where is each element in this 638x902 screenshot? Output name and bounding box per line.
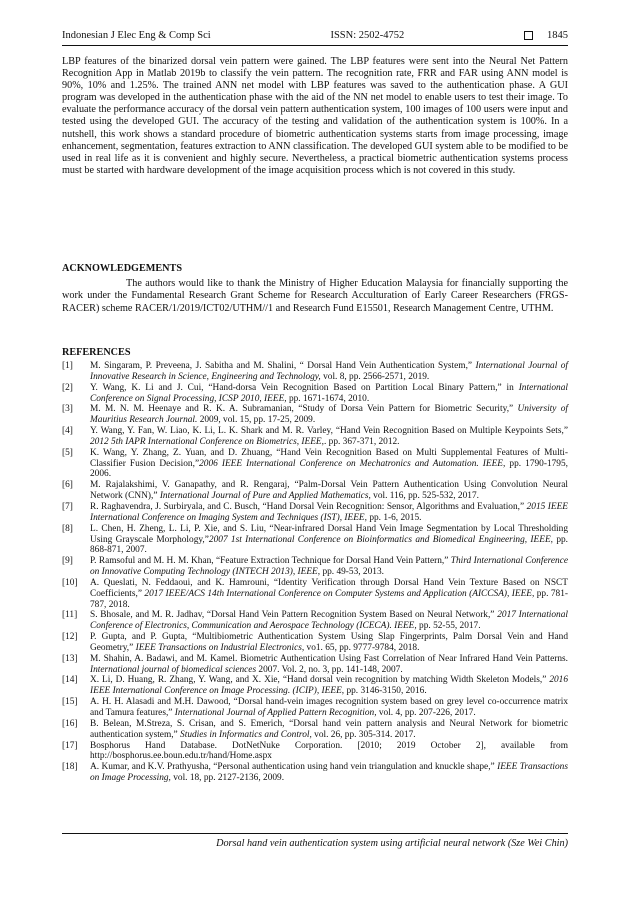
reference-details: 2007. Vol. 2, no. 3, pp. 141-148, 2007. (256, 664, 403, 675)
reference-details: pp. 1-6, 2015. (366, 512, 422, 523)
running-footer: Dorsal hand vein authentication system using artificial neural network (Sze Wei Chin) (216, 838, 568, 849)
reference-venue: 2007 1st International Conference on Bioinformatics and Biomedical Engineering, IEEE, (208, 534, 553, 545)
reference-item (62, 556, 568, 578)
reference-item (62, 383, 568, 405)
reference-text (90, 741, 568, 763)
reference-item (62, 502, 568, 524)
reference-item (62, 426, 568, 448)
reference-details: vo1. 65, pp. 9777-9784, 2018. (304, 642, 420, 653)
reference-item (62, 404, 568, 426)
reference-authors-title: S. Bhosale, and M. R. Jadhav, “Dorsal Hand Vein Pattern Recognition System Based on Neural Network,” (90, 610, 498, 621)
reference-authors-title: A. Queslati, N. Feddaoui, and K. Hamrouni, “Identity Verification through Dorsal Hand Vein Texture Based on NSCT Coefficients,” (90, 577, 568, 599)
reference-number: [11] (62, 610, 78, 621)
acknowledgements-text: The authors would like to thank the Ministry of Higher Education Malaysia for financially supporting the work under the Fundamental Research Grant Scheme for Research Acculturation of Early Career Researchers (FRGS-RACER) scheme RACER/1/2019/ICT02/UTHM//1 and Research Fund E15501, Research Management Centre, UTHM. (62, 278, 568, 314)
reference-number: [3] (62, 404, 73, 415)
reference-item (62, 741, 568, 763)
reference-item (62, 762, 568, 784)
reference-number: [7] (62, 501, 73, 512)
reference-number: [9] (62, 556, 73, 567)
issn: ISSN: 2502-4752 (330, 29, 405, 41)
reference-text (90, 361, 568, 383)
reference-authors-title: M. Shahin, A. Badawi, and M. Kamel. Biometric Authentication Using Fast Correlation of Near Infrared Hand Vein Patterns. (90, 653, 568, 664)
reference-text (90, 610, 568, 632)
reference-number: [8] (62, 523, 73, 534)
reference-venue: Studies in Informatics and Control, (180, 729, 312, 740)
reference-details: vol. 8, pp. 2566-2571, 2019. (320, 371, 430, 382)
conclusion-paragraph: LBP features of the binarized dorsal vein pattern were gained. The LBP features were sent into the Neural Net Pattern Recognition App in Matlab 2019b to classify the vein pattern. The recognition rate, FRR and FAR using ANN model is 90%, 10% and 1.25%. The trained ANN net model with LBP features was saved to the authentication phase. A GUI program was developed in the authentication phase with the aid of the NN net model to enable users to test their image. To evaluate the performance accuracy of the dorsal vein pattern authentication system, 100 images of 100 users were input and tested using the developed GUI. The accuracy of the testing and validation of the authentication system is 100%. In a nutshell, this work shows a standard procedure of biometric authentication systems starts from image processing, image enhancement, segmentation, features extraction to ANN classification. The developed GUI system able to be modified to be used in real life as it is convenient and highly secure. Nevertheless, a practical biometric authentication systems process must be started with hardware development of the image acquisition process which is not covered in this study. (62, 56, 568, 176)
reference-authors-title: P. Gupta, and P. Gupta, “Multibiometric Authentication System Using Slap Fingerprints, Palm Dorsal Vein and Hand Geometry,” (90, 632, 568, 653)
reference-details: pp. 52-55, 2017. (416, 621, 481, 632)
reference-number: [14] (62, 675, 78, 686)
reference-text (90, 762, 568, 784)
reference-venue: International journal of biomedical sciences (90, 664, 257, 675)
reference-details: pp. 868-871, 2007. (90, 534, 569, 556)
reference-authors-title: M. Singaram, P. Preveena, J. Sabitha and M. Shalini, “ Dorsal Hand Vein Authentication System,” (90, 361, 476, 371)
reference-authors-title: L. Chen, H. Zheng, L. Li, P. Xie, and S. Liu, “Near-infrared Dorsal Hand Vein Image Segmentation by Local Thresholding Using Grayscale Morphology,” (90, 523, 568, 545)
header-rule (62, 45, 568, 46)
reference-number: [6] (62, 480, 73, 491)
reference-list (62, 361, 568, 784)
reference-details: pp. 1671-1674, 2010. (286, 393, 370, 404)
reference-number: [17] (62, 740, 78, 751)
reference-details: . pp. 367-371, 2012. (323, 436, 400, 447)
reference-item (62, 610, 568, 632)
reference-authors-title: Bosphorus Hand Database. DotNetNuke Corporation. [2010; 2019 October 2], available from http://bosphorus.ee.boun.edu.tr/hand/Home.aspx (90, 740, 568, 762)
reference-item (62, 719, 568, 741)
references-heading: REFERENCES (62, 347, 131, 358)
reference-item (62, 654, 568, 676)
reference-number: [12] (62, 632, 78, 643)
reference-text (90, 632, 568, 654)
reference-authors-title: Y. Wang, Y. Fan, W. Liao, K. Li, L. K. Shark and M. R. Varley, “Hand Vein Recognition Based on Multiple Keypoints Sets,” (90, 426, 568, 437)
footer-rule (62, 833, 568, 834)
reference-number: [2] (62, 382, 73, 393)
reference-item (62, 524, 568, 557)
reference-authors-title: R. Raghavendra, J. Surbiryala, and C. Busch, “Hand Dorsal Vein Recognition: Sensor, Algorithms and Evaluation,” (90, 501, 527, 512)
reference-number: [4] (62, 426, 73, 437)
reference-details: vol. 4, pp. 207-226, 2017. (376, 708, 476, 718)
reference-details: vol. 116, pp. 525-532, 2017. (370, 491, 479, 502)
reference-text (90, 480, 568, 502)
reference-authors-title: B. Belean, M.Streza, S. Crisan, and S. Emerich, “Dorsal hand vein pattern analysis and Neural Network for biometric authentication system,” (90, 718, 568, 740)
reference-number: [5] (62, 447, 73, 458)
reference-authors-title: M. Rajalakshimi, V. Ganapathy, and R. Rengaraj, “Palm-Dorsal Vein Pattern Authentication Using Convolution Neural Network (CNN),” (90, 480, 568, 502)
reference-venue: IEEE Transactions on Image Processing, (90, 762, 568, 784)
reference-venue: 2012 5th IAPR International Conference on Biometrics, IEEE, (90, 436, 324, 447)
reference-details: 2009, vol. 15, pp. 17-25, 2009. (197, 415, 316, 426)
reference-details: pp. 49-53, 2013. (320, 567, 384, 578)
reference-number: [1] (62, 361, 73, 371)
reference-text (90, 697, 568, 719)
reference-item (62, 480, 568, 502)
reference-item (62, 448, 568, 481)
reference-item (62, 361, 568, 383)
reference-details: pp. 1790-1795, 2006. (90, 458, 568, 480)
reference-venue: 2017 IEEE/ACS 14th International Conference on Computer Systems and Application (AICCSA), IEEE, (144, 588, 535, 599)
reference-details: vol. 26, pp. 305-314. 2017. (311, 729, 416, 740)
reference-number: [13] (62, 653, 78, 664)
reference-venue: 2006 IEEE International Conference on Mechatronics and Automation. IEEE, (199, 458, 506, 469)
reference-venue: Third International Conference on Innovative Computing Technology (INTECH 2013), IEEE, (90, 556, 569, 578)
reference-authors-title: A. Kumar, and K.V. Prathyusha, “Personal authentication using hand vein triangulation and knuckle shape,” (90, 762, 498, 773)
reference-number: [10] (62, 577, 78, 588)
reference-authors-title: K. Wang, Y. Zhang, Z. Yuan, and D. Zhuang, “Hand Vein Recognition Based on Multi Supplemental Features of Multi-Classifier Fusion Decision,” (90, 447, 568, 469)
reference-venue: 2015 IEEE International Conference on Imaging System and Techniques (IST), IEEE, (90, 501, 568, 523)
reference-text (90, 675, 568, 697)
reference-number: [18] (62, 762, 78, 773)
reference-authors-title: P. Ramsoful and M. H. M. Khan, “Feature Extraction Technique for Dorsal Hand Vein Pattern,” (90, 556, 451, 567)
reference-details: pp. 3146-3150, 2016. (344, 686, 427, 697)
reference-item (62, 578, 568, 611)
acknowledgements-heading: ACKNOWLEDGEMENTS (62, 263, 183, 274)
reference-item (62, 632, 568, 654)
reference-authors-title: X. Li, D. Huang, R. Zhang, Y. Wang, and X. Xie, “Hand dorsal vein recognition by matching Width Skeleton Models,” (90, 675, 550, 686)
reference-text (90, 556, 568, 578)
running-header (62, 28, 568, 42)
square-box-icon (524, 31, 533, 40)
reference-text (90, 719, 568, 741)
reference-details: pp. 781-787, 2018. (90, 588, 568, 610)
reference-text (90, 524, 568, 557)
reference-authors-title: A. H. H. Alasadi and M.H. Dawood, “Dorsal hand-vein images recognition system based on grey level co-occurrence matrix and Tamura features,” (90, 697, 568, 718)
reference-venue: 2016 IEEE International Conference on Image Processing. (ICIP), IEEE, (90, 675, 568, 697)
reference-venue: International Conference on Signal Processing, ICSP 2010, IEEE, (90, 382, 568, 404)
journal-name: Indonesian J Elec Eng & Comp Sci (62, 29, 211, 41)
reference-text (90, 578, 568, 611)
reference-authors-title: Y. Wang, K. Li and J. Cui, “Hand-dorsa Vein Recognition Based on Partition Local Binary Pattern,” in (90, 382, 519, 393)
reference-text (90, 654, 568, 676)
reference-venue: IEEE Transactions on Industrial Electronics, (135, 642, 305, 653)
reference-authors-title: M. M. N. M. Heenaye and R. K. A. Subramanian, “Study of Dorsa Vein Pattern for Biometric Security,” (90, 404, 518, 415)
reference-venue: International Journal of Applied Pattern Recognition, (174, 708, 377, 718)
page-number-group (524, 30, 568, 41)
reference-details: vol. 18, pp. 2127-2136, 2009. (170, 773, 285, 784)
reference-text (90, 448, 568, 481)
reference-item (62, 697, 568, 719)
reference-text (90, 502, 568, 524)
reference-text (90, 383, 568, 405)
reference-item (62, 675, 568, 697)
reference-text (90, 404, 568, 426)
reference-number: [16] (62, 718, 78, 729)
reference-venue: 2017 International Conference of Electronics, Communication and Aerospace Technology (ICECA). IEEE, (90, 610, 568, 632)
reference-text (90, 426, 568, 448)
reference-venue: International Journal of Innovative Research in Science, Engineering and Technology, (90, 361, 568, 382)
reference-number: [15] (62, 697, 78, 708)
page-number: 1845 (546, 29, 568, 41)
reference-venue: International Journal of Pure and Applied Mathematics, (159, 491, 371, 502)
reference-venue: University of Mauritius Research Journal. (90, 404, 569, 426)
